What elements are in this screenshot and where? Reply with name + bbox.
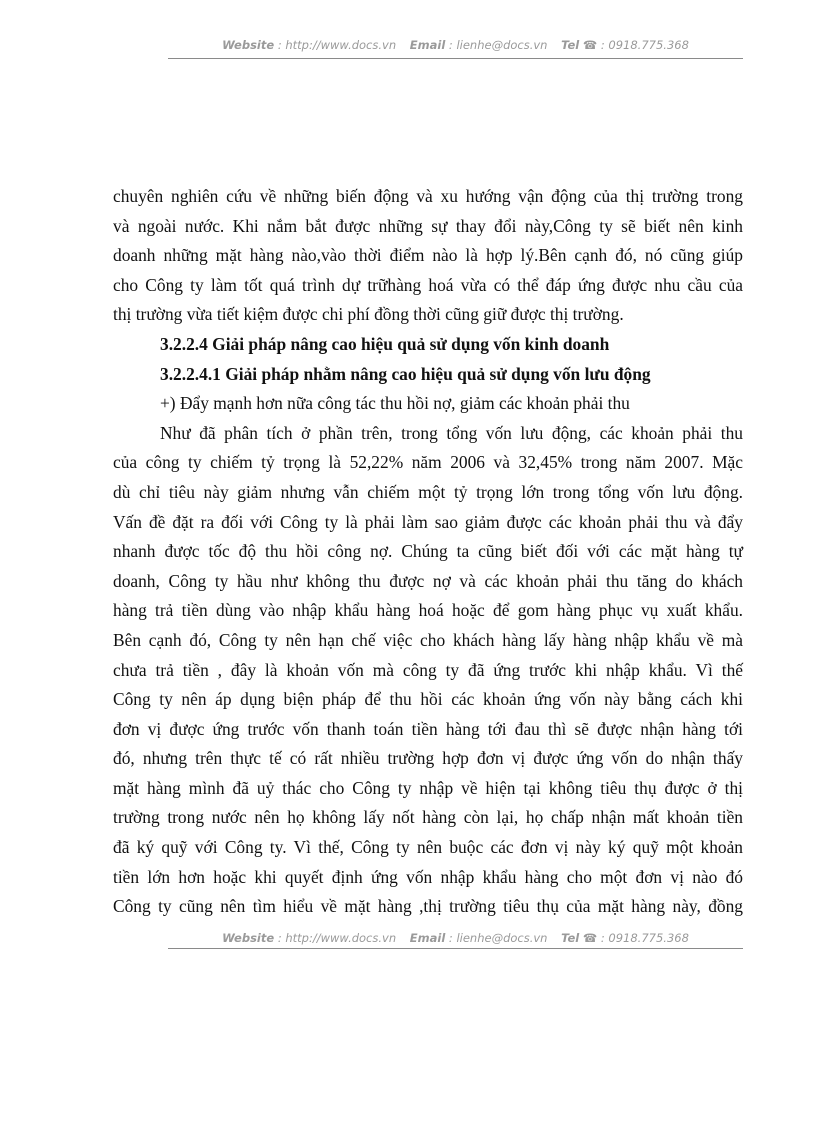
text-line: của công ty chiếm tỷ trọng là 52,22% năm 2006 và 32,45% trong năm 2007. Mặc — [113, 452, 743, 473]
header-email-label: Email — [409, 38, 446, 52]
subsection-heading: 3.2.2.4.1 Giải pháp nhằm nâng cao hiệu quả sử dụng vốn lưu động — [160, 363, 651, 384]
phone-icon: ☎ — [582, 38, 598, 52]
text-line: Công ty cũng nên tìm hiểu về mặt hàng ,thị trường tiêu thụ của mặt hàng này, đồng — [113, 896, 743, 917]
text-line: mặt hàng mình đã uỷ thác cho Công ty nhập về hiện tại không tiêu thụ được ở thị — [113, 777, 743, 798]
text-line: và ngoài nước. Khi nắm bắt được những sự thay đổi này,Công ty sẽ biết nên kinh — [113, 215, 743, 236]
header-website-label: Website — [222, 38, 275, 52]
text-line: đã ký quỹ với Công ty. Vì thế, Công ty nên buộc các đơn vị này ký quỹ một khoản — [113, 837, 743, 858]
text-line: dù chỉ tiêu này giảm nhưng vẫn chiếm một tỷ trọng lớn trong tổng vốn lưu động. — [113, 481, 743, 502]
footer-website-label: Website — [222, 931, 275, 945]
text-line: chuyên nghiên cứu về những biến động và xu hướng vận động của thị trường trong — [113, 186, 743, 206]
text-line: Công ty nên áp dụng biện pháp để thu hồi các khoản ứng vốn này bằng cách khi — [113, 689, 743, 710]
footer-website-value: : http://www.docs.vn — [277, 931, 397, 945]
header-email-value: : lienhe@docs.vn — [448, 38, 548, 52]
bullet-item: +) Đẩy mạnh hơn nữa công tác thu hồi nợ, giảm các khoản phải thu — [160, 393, 630, 414]
text-line: doanh, Công ty hầu như không thu được nợ và các khoản phải thu tăng do khách — [113, 570, 743, 591]
text-line: cho Công ty làm tốt quá trình dự trữhàng hoá vừa có thể đáp ứng được nhu cầu của — [113, 274, 743, 295]
footer-email-value: : lienhe@docs.vn — [448, 931, 548, 945]
header-rule — [168, 58, 743, 59]
text-line: doanh những mặt hàng nào,vào thời điểm nào là hợp lý.Bên cạnh đó, nó cũng giúp — [113, 245, 743, 266]
text-line: nhanh được tốc độ thu hồi công nợ. Chúng ta cũng biết đối với các mặt hàng tự — [113, 541, 743, 562]
footer-rule — [168, 948, 743, 949]
section-heading: 3.2.2.4 Giải pháp nâng cao hiệu quả sử dụng vốn kinh doanh — [160, 333, 610, 354]
header-tel-label: Tel — [561, 38, 580, 52]
text-line: Như đã phân tích ở phần trên, trong tổng vốn lưu động, các khoản phải thu — [160, 422, 743, 443]
phone-icon: ☎ — [582, 931, 598, 945]
text-line: Bên cạnh đó, Công ty nên hạn chế việc cho khách hàng lấy hàng nhập khẩu về mà — [113, 629, 743, 650]
header-website-value: : http://www.docs.vn — [277, 38, 397, 52]
text-line: trường trong nước nên họ không lấy nốt hàng còn lại, họ chấp nhận mất khoản tiền — [113, 807, 743, 828]
footer-email-label: Email — [409, 931, 446, 945]
text-line: thị trường vừa tiết kiệm được chi phí đồng thời cũng giữ được thị trường. — [113, 304, 624, 325]
footer-tel-label: Tel — [561, 931, 580, 945]
text-line: đó, nhưng trên thực tế có rất nhiều trường hợp đơn vị được ứng vốn do nhận thấy — [113, 748, 743, 769]
text-line: hàng trả tiền dùng vào nhập khẩu hàng hoá hoặc để gom hàng phục vụ xuất khẩu. — [113, 600, 743, 621]
text-line: đơn vị được ứng trước vốn thanh toán tiền hàng tới đau thì sẽ được nhận hàng tới — [113, 718, 743, 739]
page-footer — [168, 931, 743, 945]
document-body — [113, 182, 743, 922]
text-line: tiền lớn hơn hoặc khi quyết định ứng vốn nhập khẩu hàng cho một đơn vị nào đó — [113, 866, 743, 887]
footer-tel-value: : 0918.775.368 — [600, 931, 689, 945]
header-tel-value: : 0918.775.368 — [600, 38, 689, 52]
text-line: chưa trả tiền , đây là khoản vốn mà công ty đã ứng trước khi nhập khẩu. Vì thế — [113, 659, 743, 680]
text-line: Vấn đề đặt ra đối với Công ty là phải làm sao giảm được các khoản phải thu và đẩy — [113, 511, 743, 532]
page-header — [168, 38, 743, 52]
